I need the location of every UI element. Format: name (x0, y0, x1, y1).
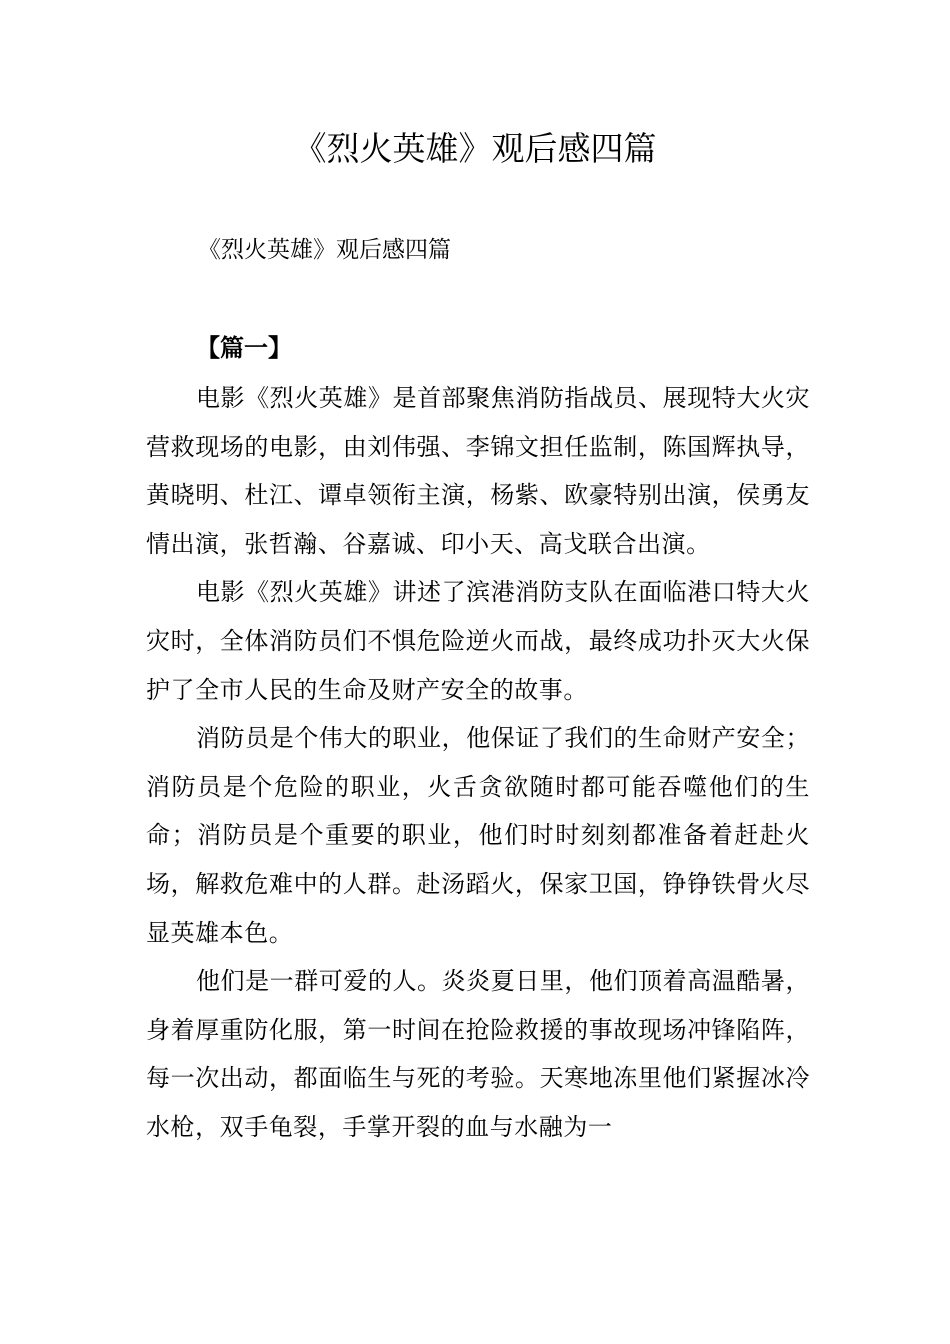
section-label: 【篇一】 (196, 333, 292, 362)
paragraph: 电影《烈火英雄》是首部聚焦消防指战员、展现特大火灾营救现场的电影，由刘伟强、李锦文担任监制，陈国辉执导，黄晓明、杜江、谭卓领衔主演，杨紫、欧豪特别出演，侯勇友情出演，张哲瀚、谷嘉诚、印小天、高戈联合出演。 (146, 384, 810, 558)
document-subtitle: 《烈火英雄》观后感四篇 (198, 237, 451, 263)
document-title: 《烈火英雄》观后感四篇 (293, 129, 657, 168)
paragraph: 电影《烈火英雄》讲述了滨港消防支队在面临港口特大火灾时，全体消防员们不惧危险逆火而战，最终成功扑灭大火保护了全市人民的生命及财产安全的故事。 (146, 578, 810, 704)
paragraph: 消防员是个伟大的职业，他保证了我们的生命财产安全；消防员是个危险的职业，火舌贪欲随时都可能吞噬他们的生命；消防员是个重要的职业，他们时时刻刻都准备着赶赴火场，解救危难中的人群。赴汤蹈火，保家卫国，铮铮铁骨火尽显英雄本色。 (146, 724, 810, 947)
paragraph: 他们是一群可爱的人。炎炎夏日里，他们顶着高温酷暑，身着厚重防化服，第一时间在抢险救援的事故现场冲锋陷阵，每一次出动，都面临生与死的考验。天寒地冻里他们紧握冰冷水枪，双手龟裂，手掌开裂的血与水融为一 (146, 967, 810, 1141)
body-text (146, 374, 810, 1152)
